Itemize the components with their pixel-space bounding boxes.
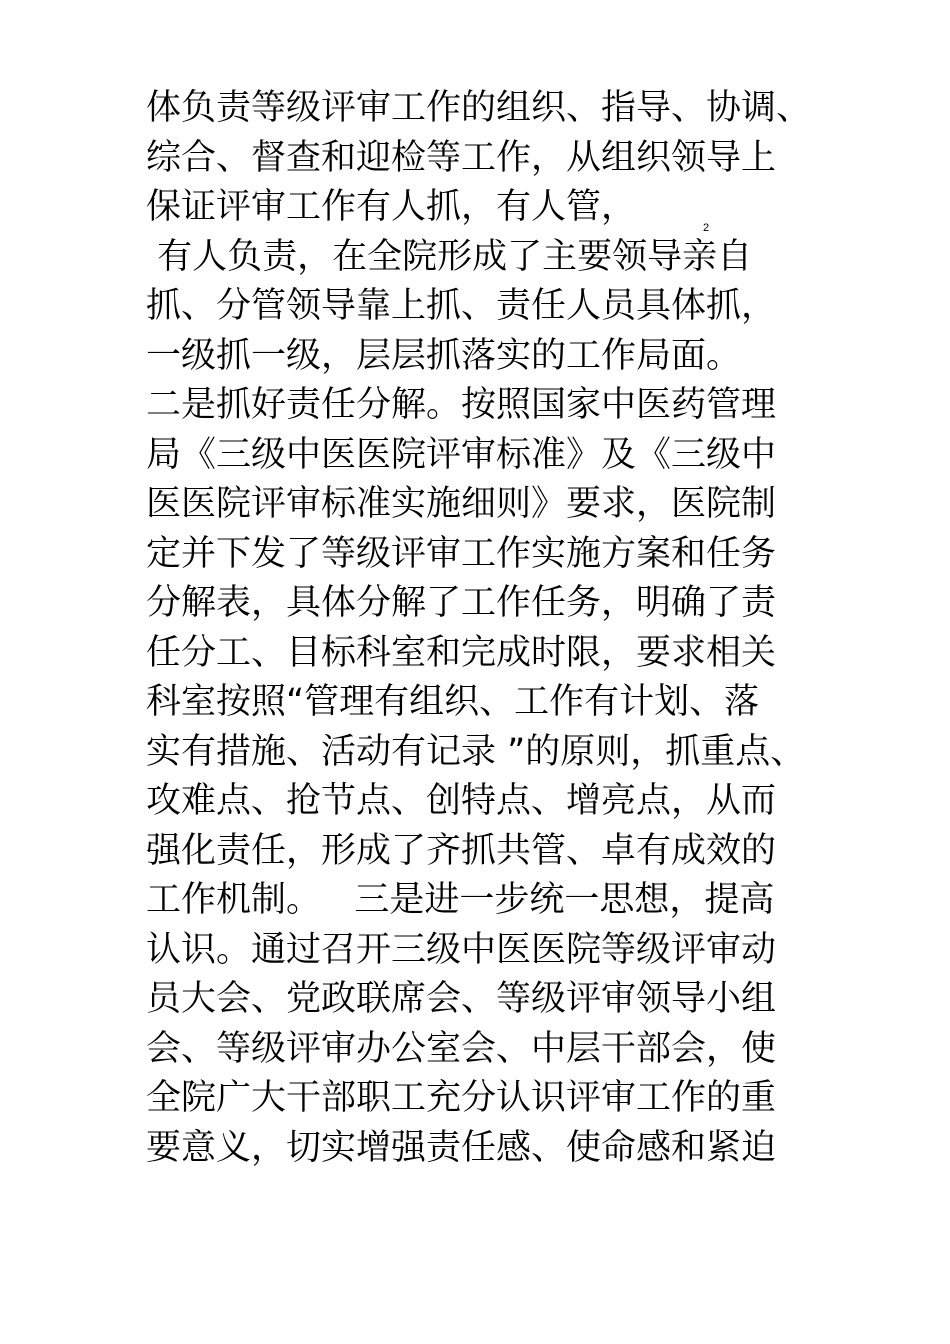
text-line: 工作机制。 三是进一步统一思想，提高 <box>146 880 775 920</box>
text-line: 强化责任，形成了齐抓共管、卓有成效的 <box>146 830 777 871</box>
text-line: 保证评审工作有人抓，有人管， <box>146 187 637 227</box>
text-line: 员大会、党政联席会、等级评审领导小组 <box>146 979 777 1019</box>
text-line: 定并下发了等级评审工作实施方案和任务 <box>146 533 777 574</box>
text-line: 攻难点、抢节点、创特点、增亮点，从而 <box>146 781 777 821</box>
text-line: 科室按照“管理有组织、工作有计划、落 <box>146 682 760 722</box>
body-text <box>146 84 846 1173</box>
page-number: 2 <box>703 222 710 234</box>
text-line: 抓、分管领导靠上抓、责任人员具体抓， <box>146 286 777 326</box>
text-line: 有人负责，在全院形成了主要领导亲自 <box>146 236 753 277</box>
text-line: 分解表，具体分解了工作任务，明确了责 <box>146 583 777 623</box>
text-line: 要意义，切实增强责任感、使命感和紧迫 <box>146 1127 777 1168</box>
text-line: 局《三级中医医院评审标准》及《三级中 <box>146 434 777 475</box>
text-line: 会、等级评审办公室会、中层干部会，使 <box>146 1028 777 1069</box>
text-line: 任分工、目标科室和完成时限，要求相关 <box>146 632 777 673</box>
text-line: 综合、督查和迎检等工作，从组织领导上 <box>146 137 777 178</box>
text-line: 认识。通过召开三级中医医院等级评审动 <box>146 929 777 970</box>
text-line: 二是抓好责任分解。按照国家中医药管理 <box>146 385 777 425</box>
text-line: 体负责等级评审工作的组织、指导、协调、 <box>146 88 812 128</box>
text-line: 医医院评审标准实施细则》要求，医院制 <box>146 484 777 524</box>
text-line: 全院广大干部职工充分认识评审工作的重 <box>146 1078 777 1118</box>
text-line: 一级抓一级，层层抓落实的工作局面。 <box>146 335 742 376</box>
text-line: 实有措施、活动有记录 ”的原则，抓重点、 <box>146 731 806 772</box>
